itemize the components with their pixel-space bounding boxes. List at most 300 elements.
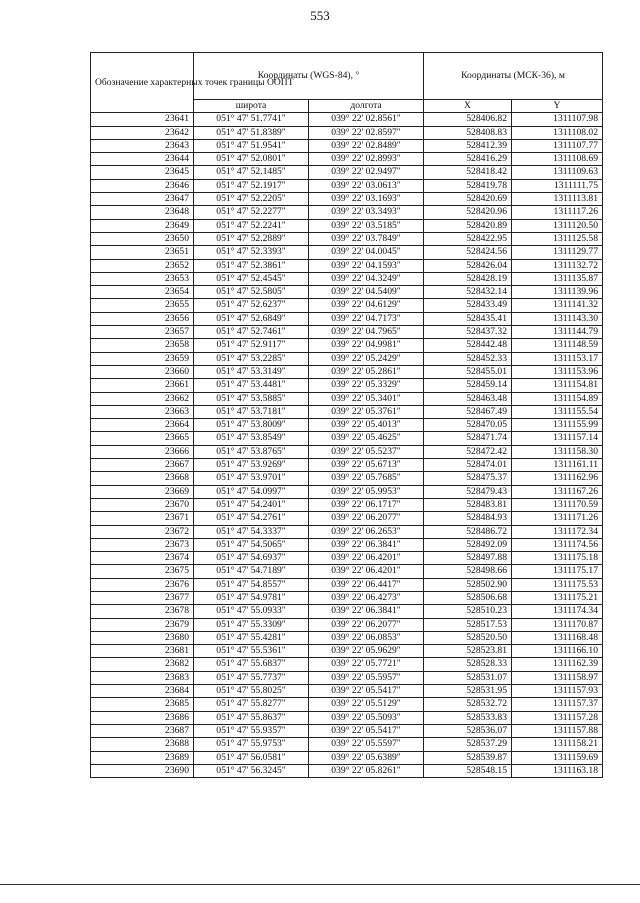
longitude-cell: 039° 22' 05.9629" — [309, 645, 424, 658]
longitude-cell: 039° 22' 04.0045" — [309, 246, 424, 259]
y-coordinate-cell: 1311174.34 — [512, 605, 603, 618]
point-number-cell: 23661 — [91, 379, 194, 392]
table-row — [91, 591, 603, 604]
longitude-cell: 039° 22' 06.4273" — [309, 591, 424, 604]
longitude-cell: 039° 22' 02.8993" — [309, 153, 424, 166]
table-row — [91, 432, 603, 445]
x-coordinate-cell: 528472.42 — [424, 445, 512, 458]
table-row — [91, 126, 603, 139]
latitude-cell: 051° 47' 52.2241" — [194, 219, 309, 232]
longitude-cell: 039° 22' 05.9953" — [309, 485, 424, 498]
point-number-cell: 23655 — [91, 299, 194, 312]
x-coordinate-cell: 528463.48 — [424, 392, 512, 405]
latitude-cell: 051° 47' 55.8025" — [194, 685, 309, 698]
latitude-cell: 051° 47' 52.4545" — [194, 272, 309, 285]
y-coordinate-cell: 1311161.11 — [512, 459, 603, 472]
y-coordinate-cell: 1311175.53 — [512, 578, 603, 591]
longitude-cell: 039° 22' 03.5185" — [309, 219, 424, 232]
x-coordinate-cell: 528437.32 — [424, 326, 512, 339]
point-number-cell: 23643 — [91, 139, 194, 152]
y-coordinate-cell: 1311157.14 — [512, 432, 603, 445]
x-coordinate-cell: 528484.93 — [424, 512, 512, 525]
latitude-cell: 051° 47' 52.6237" — [194, 299, 309, 312]
latitude-cell: 051° 47' 53.4481" — [194, 379, 309, 392]
point-number-cell: 23641 — [91, 113, 194, 126]
point-number-cell: 23662 — [91, 392, 194, 405]
latitude-cell: 051° 47' 55.9357" — [194, 724, 309, 737]
table-row — [91, 206, 603, 219]
x-coordinate-cell: 528428.19 — [424, 272, 512, 285]
point-number-cell: 23684 — [91, 685, 194, 698]
longitude-cell: 039° 22' 04.7173" — [309, 312, 424, 325]
latitude-cell: 051° 47' 55.8277" — [194, 698, 309, 711]
y-coordinate-cell: 1311108.02 — [512, 126, 603, 139]
table-header — [91, 53, 603, 113]
x-coordinate-cell: 528412.39 — [424, 139, 512, 152]
table-row — [91, 259, 603, 272]
x-coordinate-cell: 528498.66 — [424, 565, 512, 578]
latitude-cell: 051° 47' 54.2761" — [194, 512, 309, 525]
table-row — [91, 512, 603, 525]
table-row — [91, 538, 603, 551]
longitude-cell: 039° 22' 05.5129" — [309, 698, 424, 711]
coordinates-table — [90, 52, 603, 778]
x-coordinate-cell: 528420.96 — [424, 206, 512, 219]
point-number-cell: 23677 — [91, 591, 194, 604]
table-row — [91, 445, 603, 458]
table-row — [91, 379, 603, 392]
x-coordinate-cell: 528426.04 — [424, 259, 512, 272]
point-number-cell: 23644 — [91, 153, 194, 166]
y-coordinate-cell: 1311158.97 — [512, 671, 603, 684]
longitude-cell: 039° 22' 05.2429" — [309, 352, 424, 365]
y-coordinate-cell: 1311157.93 — [512, 685, 603, 698]
latitude-cell: 051° 47' 56.0581" — [194, 751, 309, 764]
y-coordinate-cell: 1311111.75 — [512, 179, 603, 192]
point-number-cell: 23679 — [91, 618, 194, 631]
latitude-cell: 051° 47' 53.8549" — [194, 432, 309, 445]
x-coordinate-cell: 528531.95 — [424, 685, 512, 698]
table-row — [91, 352, 603, 365]
x-coordinate-cell: 528492.09 — [424, 538, 512, 551]
latitude-cell: 051° 47' 52.3861" — [194, 259, 309, 272]
point-number-cell: 23689 — [91, 751, 194, 764]
longitude-cell: 039° 22' 05.3401" — [309, 392, 424, 405]
longitude-cell: 039° 22' 02.8597" — [309, 126, 424, 139]
latitude-cell: 051° 47' 54.6937" — [194, 552, 309, 565]
y-coordinate-cell: 1311153.96 — [512, 365, 603, 378]
point-number-cell: 23657 — [91, 326, 194, 339]
y-coordinate-cell: 1311163.18 — [512, 764, 603, 777]
longitude-cell: 039° 22' 02.8489" — [309, 139, 424, 152]
y-coordinate-cell: 1311132.72 — [512, 259, 603, 272]
x-coordinate-cell: 528479.43 — [424, 485, 512, 498]
table-row — [91, 618, 603, 631]
y-coordinate-cell: 1311154.81 — [512, 379, 603, 392]
point-number-cell: 23652 — [91, 259, 194, 272]
point-number-cell: 23642 — [91, 126, 194, 139]
table-row — [91, 498, 603, 511]
point-number-cell: 23675 — [91, 565, 194, 578]
point-number-cell: 23685 — [91, 698, 194, 711]
y-coordinate-cell: 1311170.59 — [512, 498, 603, 511]
table-row — [91, 764, 603, 777]
table-row — [91, 153, 603, 166]
latitude-cell: 051° 47' 55.4281" — [194, 631, 309, 644]
latitude-cell: 051° 47' 53.5885" — [194, 392, 309, 405]
x-coordinate-cell: 528420.89 — [424, 219, 512, 232]
y-coordinate-cell: 1311141.32 — [512, 299, 603, 312]
y-coordinate-cell: 1311157.28 — [512, 711, 603, 724]
latitude-cell: 051° 47' 54.3337" — [194, 525, 309, 538]
point-number-cell: 23665 — [91, 432, 194, 445]
table-row — [91, 578, 603, 591]
longitude-cell: 039° 22' 05.4625" — [309, 432, 424, 445]
y-coordinate-cell: 1311117.26 — [512, 206, 603, 219]
y-coordinate-cell: 1311129.77 — [512, 246, 603, 259]
point-number-cell: 23650 — [91, 232, 194, 245]
latitude-cell: 051° 47' 54.2401" — [194, 498, 309, 511]
table-row — [91, 246, 603, 259]
latitude-cell: 051° 47' 55.7737" — [194, 671, 309, 684]
latitude-cell: 051° 47' 54.5065" — [194, 538, 309, 551]
y-coordinate-cell: 1311143.30 — [512, 312, 603, 325]
point-number-cell: 23678 — [91, 605, 194, 618]
x-coordinate-cell: 528475.37 — [424, 472, 512, 485]
y-coordinate-cell: 1311125.58 — [512, 232, 603, 245]
y-coordinate-cell: 1311175.21 — [512, 591, 603, 604]
x-coordinate-cell: 528537.29 — [424, 738, 512, 751]
point-number-cell: 23669 — [91, 485, 194, 498]
table-row — [91, 339, 603, 352]
latitude-cell: 051° 47' 53.2285" — [194, 352, 309, 365]
table-row — [91, 711, 603, 724]
header-point-name: Обозначение характерных точек границы ООПТ — [91, 53, 194, 113]
longitude-cell: 039° 22' 05.2861" — [309, 365, 424, 378]
y-coordinate-cell: 1311158.21 — [512, 738, 603, 751]
x-coordinate-cell: 528418.42 — [424, 166, 512, 179]
table-row — [91, 645, 603, 658]
longitude-cell: 039° 22' 05.5597" — [309, 738, 424, 751]
longitude-cell: 039° 22' 04.3249" — [309, 272, 424, 285]
x-coordinate-cell: 528531.07 — [424, 671, 512, 684]
point-number-cell: 23659 — [91, 352, 194, 365]
table-row — [91, 193, 603, 206]
table-row — [91, 485, 603, 498]
latitude-cell: 051° 47' 53.9269" — [194, 459, 309, 472]
x-coordinate-cell: 528502.90 — [424, 578, 512, 591]
point-number-cell: 23656 — [91, 312, 194, 325]
longitude-cell: 039° 22' 06.3841" — [309, 605, 424, 618]
latitude-cell: 051° 47' 52.6849" — [194, 312, 309, 325]
y-coordinate-cell: 1311158.30 — [512, 445, 603, 458]
y-coordinate-cell: 1311153.17 — [512, 352, 603, 365]
longitude-cell: 039° 22' 05.5093" — [309, 711, 424, 724]
table-row — [91, 472, 603, 485]
point-number-cell: 23666 — [91, 445, 194, 458]
point-number-cell: 23670 — [91, 498, 194, 511]
latitude-cell: 051° 47' 53.3149" — [194, 365, 309, 378]
x-coordinate-cell: 528416.29 — [424, 153, 512, 166]
point-number-cell: 23646 — [91, 179, 194, 192]
longitude-cell: 039° 22' 05.6713" — [309, 459, 424, 472]
x-coordinate-cell: 528520.50 — [424, 631, 512, 644]
page-bottom-rule — [0, 884, 640, 885]
point-number-cell: 23660 — [91, 365, 194, 378]
table-row — [91, 751, 603, 764]
point-number-cell: 23683 — [91, 671, 194, 684]
longitude-cell: 039° 22' 06.0853" — [309, 631, 424, 644]
x-coordinate-cell: 528536.07 — [424, 724, 512, 737]
table-row — [91, 232, 603, 245]
x-coordinate-cell: 528459.14 — [424, 379, 512, 392]
point-number-cell: 23687 — [91, 724, 194, 737]
longitude-cell: 039° 22' 06.1717" — [309, 498, 424, 511]
y-coordinate-cell: 1311171.26 — [512, 512, 603, 525]
x-coordinate-cell: 528533.83 — [424, 711, 512, 724]
longitude-cell: 039° 22' 05.5957" — [309, 671, 424, 684]
x-coordinate-cell: 528517.53 — [424, 618, 512, 631]
table-row — [91, 272, 603, 285]
x-coordinate-cell: 528486.72 — [424, 525, 512, 538]
point-number-cell: 23686 — [91, 711, 194, 724]
table-row — [91, 326, 603, 339]
table-row — [91, 738, 603, 751]
point-number-cell: 23672 — [91, 525, 194, 538]
latitude-cell: 051° 47' 53.8765" — [194, 445, 309, 458]
x-coordinate-cell: 528433.49 — [424, 299, 512, 312]
y-coordinate-cell: 1311107.77 — [512, 139, 603, 152]
longitude-cell: 039° 22' 05.3761" — [309, 405, 424, 418]
latitude-cell: 051° 47' 55.8637" — [194, 711, 309, 724]
table-row — [91, 459, 603, 472]
longitude-cell: 039° 22' 06.2653" — [309, 525, 424, 538]
latitude-cell: 051° 47' 52.3393" — [194, 246, 309, 259]
y-coordinate-cell: 1311109.63 — [512, 166, 603, 179]
latitude-cell: 051° 47' 53.7181" — [194, 405, 309, 418]
table-row — [91, 113, 603, 126]
longitude-cell: 039° 22' 06.4201" — [309, 552, 424, 565]
y-coordinate-cell: 1311166.10 — [512, 645, 603, 658]
table-row — [91, 405, 603, 418]
latitude-cell: 051° 47' 52.5805" — [194, 286, 309, 299]
y-coordinate-cell: 1311175.18 — [512, 552, 603, 565]
y-coordinate-cell: 1311155.54 — [512, 405, 603, 418]
longitude-cell: 039° 22' 03.1693" — [309, 193, 424, 206]
longitude-cell: 039° 22' 03.7849" — [309, 232, 424, 245]
x-coordinate-cell: 528432.14 — [424, 286, 512, 299]
point-number-cell: 23690 — [91, 764, 194, 777]
header-x: X — [424, 100, 512, 113]
y-coordinate-cell: 1311139.96 — [512, 286, 603, 299]
table-row — [91, 724, 603, 737]
point-number-cell: 23674 — [91, 552, 194, 565]
y-coordinate-cell: 1311159.69 — [512, 751, 603, 764]
x-coordinate-cell: 528471.74 — [424, 432, 512, 445]
table-row — [91, 365, 603, 378]
point-number-cell: 23663 — [91, 405, 194, 418]
x-coordinate-cell: 528539.87 — [424, 751, 512, 764]
longitude-cell: 039° 22' 04.5409" — [309, 286, 424, 299]
latitude-cell: 051° 47' 51.7741" — [194, 113, 309, 126]
longitude-cell: 039° 22' 03.3493" — [309, 206, 424, 219]
point-number-cell: 23671 — [91, 512, 194, 525]
latitude-cell: 051° 47' 52.0801" — [194, 153, 309, 166]
y-coordinate-cell: 1311168.48 — [512, 631, 603, 644]
x-coordinate-cell: 528420.69 — [424, 193, 512, 206]
latitude-cell: 051° 47' 54.9781" — [194, 591, 309, 604]
longitude-cell: 039° 22' 04.9981" — [309, 339, 424, 352]
point-number-cell: 23645 — [91, 166, 194, 179]
latitude-cell: 051° 47' 52.1917" — [194, 179, 309, 192]
longitude-cell: 039° 22' 03.0613" — [309, 179, 424, 192]
x-coordinate-cell: 528474.01 — [424, 459, 512, 472]
longitude-cell: 039° 22' 06.3841" — [309, 538, 424, 551]
table-row — [91, 392, 603, 405]
latitude-cell: 051° 47' 55.5361" — [194, 645, 309, 658]
latitude-cell: 051° 47' 51.9541" — [194, 139, 309, 152]
point-number-cell: 23667 — [91, 459, 194, 472]
latitude-cell: 051° 47' 52.9117" — [194, 339, 309, 352]
y-coordinate-cell: 1311157.88 — [512, 724, 603, 737]
header-wgs84: Координаты (WGS-84), ° — [194, 53, 424, 100]
latitude-cell: 051° 47' 52.2277" — [194, 206, 309, 219]
header-y: Y — [512, 100, 603, 113]
y-coordinate-cell: 1311170.87 — [512, 618, 603, 631]
table-row — [91, 525, 603, 538]
y-coordinate-cell: 1311174.56 — [512, 538, 603, 551]
table-body — [91, 113, 603, 778]
longitude-cell: 039° 22' 06.4417" — [309, 578, 424, 591]
latitude-cell: 051° 47' 55.3309" — [194, 618, 309, 631]
table-row — [91, 219, 603, 232]
point-number-cell: 23654 — [91, 286, 194, 299]
y-coordinate-cell: 1311108.69 — [512, 153, 603, 166]
latitude-cell: 051° 47' 54.7189" — [194, 565, 309, 578]
header-row-main — [91, 53, 603, 100]
table-row — [91, 312, 603, 325]
table-row — [91, 286, 603, 299]
table-row — [91, 698, 603, 711]
point-number-cell: 23676 — [91, 578, 194, 591]
table-row — [91, 299, 603, 312]
header-msk36: Координаты (МСК-36), м — [424, 53, 603, 100]
point-number-cell: 23682 — [91, 658, 194, 671]
latitude-cell: 051° 47' 56.3245" — [194, 764, 309, 777]
latitude-cell: 051° 47' 51.8389" — [194, 126, 309, 139]
longitude-cell: 039° 22' 04.7965" — [309, 326, 424, 339]
latitude-cell: 051° 47' 55.6837" — [194, 658, 309, 671]
x-coordinate-cell: 528406.82 — [424, 113, 512, 126]
point-number-cell: 23681 — [91, 645, 194, 658]
point-number-cell: 23688 — [91, 738, 194, 751]
x-coordinate-cell: 528419.78 — [424, 179, 512, 192]
x-coordinate-cell: 528455.01 — [424, 365, 512, 378]
x-coordinate-cell: 528532.72 — [424, 698, 512, 711]
y-coordinate-cell: 1311113.81 — [512, 193, 603, 206]
y-coordinate-cell: 1311172.34 — [512, 525, 603, 538]
y-coordinate-cell: 1311155.99 — [512, 419, 603, 432]
table-row — [91, 552, 603, 565]
y-coordinate-cell: 1311154.89 — [512, 392, 603, 405]
longitude-cell: 039° 22' 05.7685" — [309, 472, 424, 485]
y-coordinate-cell: 1311175.17 — [512, 565, 603, 578]
longitude-cell: 039° 22' 06.2077" — [309, 512, 424, 525]
longitude-cell: 039° 22' 05.3329" — [309, 379, 424, 392]
longitude-cell: 039° 22' 05.8261" — [309, 764, 424, 777]
point-number-cell: 23680 — [91, 631, 194, 644]
longitude-cell: 039° 22' 05.5237" — [309, 445, 424, 458]
x-coordinate-cell: 528483.81 — [424, 498, 512, 511]
point-number-cell: 23673 — [91, 538, 194, 551]
longitude-cell: 039° 22' 02.9497" — [309, 166, 424, 179]
point-number-cell: 23647 — [91, 193, 194, 206]
longitude-cell: 039° 22' 05.5417" — [309, 685, 424, 698]
x-coordinate-cell: 528497.88 — [424, 552, 512, 565]
x-coordinate-cell: 528408.83 — [424, 126, 512, 139]
x-coordinate-cell: 528467.49 — [424, 405, 512, 418]
table-row — [91, 565, 603, 578]
latitude-cell: 051° 47' 53.8009" — [194, 419, 309, 432]
page-number: 553 — [310, 8, 330, 23]
longitude-cell: 039° 22' 04.1593" — [309, 259, 424, 272]
point-number-cell: 23664 — [91, 419, 194, 432]
x-coordinate-cell: 528528.33 — [424, 658, 512, 671]
y-coordinate-cell: 1311162.96 — [512, 472, 603, 485]
table-row — [91, 139, 603, 152]
x-coordinate-cell: 528435.41 — [424, 312, 512, 325]
y-coordinate-cell: 1311167.26 — [512, 485, 603, 498]
latitude-cell: 051° 47' 52.2889" — [194, 232, 309, 245]
longitude-cell: 039° 22' 05.4013" — [309, 419, 424, 432]
table-row — [91, 631, 603, 644]
latitude-cell: 051° 47' 55.0933" — [194, 605, 309, 618]
x-coordinate-cell: 528422.95 — [424, 232, 512, 245]
point-number-cell: 23658 — [91, 339, 194, 352]
latitude-cell: 051° 47' 52.1485" — [194, 166, 309, 179]
y-coordinate-cell: 1311135.87 — [512, 272, 603, 285]
y-coordinate-cell: 1311148.59 — [512, 339, 603, 352]
point-number-cell: 23651 — [91, 246, 194, 259]
longitude-cell: 039° 22' 05.6389" — [309, 751, 424, 764]
latitude-cell: 051° 47' 53.9701" — [194, 472, 309, 485]
point-number-cell: 23668 — [91, 472, 194, 485]
latitude-cell: 051° 47' 54.8557" — [194, 578, 309, 591]
latitude-cell: 051° 47' 52.2205" — [194, 193, 309, 206]
point-number-cell: 23649 — [91, 219, 194, 232]
longitude-cell: 039° 22' 02.8561" — [309, 113, 424, 126]
table-row — [91, 166, 603, 179]
x-coordinate-cell: 528452.33 — [424, 352, 512, 365]
longitude-cell: 039° 22' 06.4201" — [309, 565, 424, 578]
point-number-cell: 23653 — [91, 272, 194, 285]
latitude-cell: 051° 47' 54.0997" — [194, 485, 309, 498]
longitude-cell: 039° 22' 04.6129" — [309, 299, 424, 312]
x-coordinate-cell: 528506.68 — [424, 591, 512, 604]
y-coordinate-cell: 1311144.79 — [512, 326, 603, 339]
x-coordinate-cell: 528523.81 — [424, 645, 512, 658]
longitude-cell: 039° 22' 06.2077" — [309, 618, 424, 631]
y-coordinate-cell: 1311120.50 — [512, 219, 603, 232]
y-coordinate-cell: 1311157.37 — [512, 698, 603, 711]
x-coordinate-cell: 528510.23 — [424, 605, 512, 618]
longitude-cell: 039° 22' 05.5417" — [309, 724, 424, 737]
x-coordinate-cell: 528548.15 — [424, 764, 512, 777]
table-row — [91, 658, 603, 671]
longitude-cell: 039° 22' 05.7721" — [309, 658, 424, 671]
x-coordinate-cell: 528470.05 — [424, 419, 512, 432]
x-coordinate-cell: 528424.56 — [424, 246, 512, 259]
